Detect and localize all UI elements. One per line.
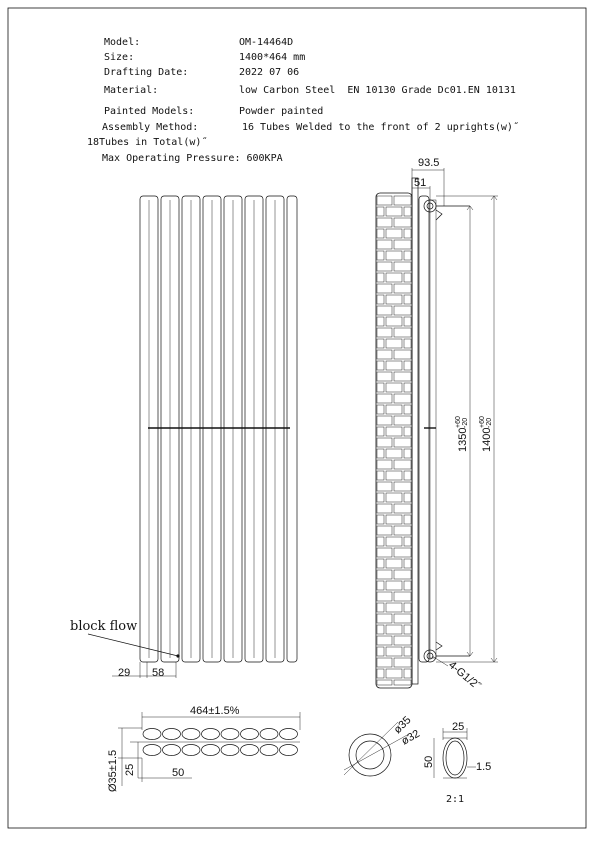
- assembly-method-label: Assembly Method:: [102, 122, 199, 133]
- wall-bracket: [412, 178, 418, 684]
- brick: [404, 229, 411, 238]
- plan-tube-section: [202, 745, 220, 756]
- brick: [377, 262, 392, 271]
- thread-label: 4-G1/2˝: [446, 659, 483, 693]
- brick: [377, 416, 392, 425]
- outer-circle: [349, 734, 391, 776]
- brick: [394, 614, 411, 623]
- brick: [386, 625, 402, 634]
- assembly-method-value: 16 Tubes Welded to the front of 2 uprights(w)˝: [242, 122, 519, 133]
- brick: [404, 207, 411, 216]
- height-1350-tol-lower: -20: [462, 417, 469, 428]
- brick: [386, 581, 402, 590]
- brick: [377, 669, 384, 678]
- plan-tube-section: [163, 729, 181, 740]
- brick: [394, 262, 411, 271]
- height-1400-tol-upper: +60: [479, 416, 486, 428]
- oval-outer: [443, 738, 467, 778]
- tube: [287, 196, 297, 662]
- plan-tube-section: [182, 745, 200, 756]
- brick: [394, 548, 411, 557]
- brick: [394, 680, 411, 685]
- brick: [404, 603, 411, 612]
- brick: [377, 196, 392, 205]
- brick: [377, 614, 392, 623]
- brick: [404, 273, 411, 282]
- block-flow-point: [176, 654, 179, 657]
- brick: [377, 295, 384, 304]
- brick: [377, 405, 384, 414]
- brick: [394, 592, 411, 601]
- brick: [377, 537, 384, 546]
- height-1400-tol-lower: -20: [486, 417, 493, 428]
- brick: [404, 669, 411, 678]
- size-value: 1400*464 mm: [239, 52, 306, 63]
- material-label: Material:: [104, 85, 159, 96]
- radiator-upright: [419, 196, 429, 662]
- brick: [394, 350, 411, 359]
- brick: [386, 603, 402, 612]
- brick: [404, 317, 411, 326]
- brick: [394, 416, 411, 425]
- plan-tube-section: [221, 745, 239, 756]
- brick: [377, 339, 384, 348]
- oval-1-5-label: 1.5: [476, 761, 492, 773]
- brick: [386, 317, 402, 326]
- model-label: Model:: [104, 37, 141, 48]
- brick: [404, 361, 411, 370]
- brick: [377, 207, 384, 216]
- painted-models-label: Painted Models:: [104, 106, 195, 117]
- brick: [377, 570, 392, 579]
- brick: [377, 460, 392, 469]
- brick: [377, 284, 392, 293]
- brick: [394, 658, 411, 667]
- width-51-label: 51: [414, 177, 427, 189]
- brick: [394, 504, 411, 513]
- brick: [404, 537, 411, 546]
- height-1350-tol-upper: +60: [455, 416, 462, 428]
- brick: [386, 339, 402, 348]
- height-1350-label: 1350: [457, 427, 469, 452]
- brick: [404, 625, 411, 634]
- plan-tube-section: [260, 729, 278, 740]
- brick: [394, 284, 411, 293]
- brick: [404, 559, 411, 568]
- brick: [377, 361, 384, 370]
- plan-tube-section: [260, 745, 278, 756]
- brick: [377, 636, 392, 645]
- brick: [377, 449, 384, 458]
- plan-tube-section: [221, 729, 239, 740]
- brick: [394, 460, 411, 469]
- brick: [377, 504, 392, 513]
- drafting-date-value: 2022 07 06: [239, 67, 300, 78]
- brick: [377, 273, 384, 282]
- brick: [404, 251, 411, 260]
- brick: [394, 306, 411, 315]
- inner-circle: [356, 741, 384, 769]
- brick: [377, 251, 384, 260]
- max-pressure-line: Max Operating Pressure: 600KPA: [102, 153, 283, 164]
- brick: [394, 570, 411, 579]
- plan-tube-section: [241, 729, 259, 740]
- brick: [394, 394, 411, 403]
- brick: [404, 647, 411, 656]
- brick: [394, 328, 411, 337]
- brick: [394, 636, 411, 645]
- plan-view: [107, 705, 300, 792]
- plan-tube-section: [163, 745, 181, 756]
- plan-tube-section: [241, 745, 259, 756]
- brick: [377, 218, 392, 227]
- plan-tube-section: [280, 745, 298, 756]
- material-value: low Carbon Steel EN 10130 Grade Dc01.EN 10131: [239, 85, 516, 96]
- brick: [386, 515, 402, 524]
- oval-section: [423, 721, 491, 778]
- brick-wall: [376, 193, 412, 688]
- brick: [404, 581, 411, 590]
- plan-tube-section: [143, 729, 161, 740]
- brick: [377, 427, 384, 436]
- brick: [386, 647, 402, 656]
- drafting-date-label: Drafting Date:: [104, 67, 189, 78]
- brick: [377, 526, 392, 535]
- brick: [377, 658, 392, 667]
- offset-58-label: 58: [152, 667, 165, 679]
- front-view: [70, 196, 297, 679]
- brick: [386, 229, 402, 238]
- brick: [377, 515, 384, 524]
- brick: [404, 339, 411, 348]
- brick: [394, 196, 411, 205]
- brick: [386, 405, 402, 414]
- brick: [404, 383, 411, 392]
- brick: [386, 669, 402, 678]
- brick: [377, 350, 392, 359]
- brick: [377, 328, 392, 337]
- brick: [394, 372, 411, 381]
- brick: [404, 405, 411, 414]
- brick: [377, 471, 384, 480]
- plan-tube-section: [182, 729, 200, 740]
- brick: [404, 295, 411, 304]
- tube-diameter-label: Ø35±1.5: [107, 749, 119, 792]
- brick: [394, 240, 411, 249]
- brick: [386, 251, 402, 260]
- front-tubes: [140, 196, 297, 662]
- spec-block: [87, 37, 519, 164]
- brick: [404, 515, 411, 524]
- brick: [386, 383, 402, 392]
- scale-label: 2:1: [446, 794, 465, 805]
- brick: [404, 449, 411, 458]
- tubes-total-line: 18Tubes in Total(w)˝: [87, 137, 208, 148]
- brick: [386, 471, 402, 480]
- side-view: [376, 157, 498, 693]
- brick: [377, 581, 384, 590]
- plan-dim-50-label: 50: [172, 767, 185, 779]
- height-1400-label: 1400: [481, 427, 493, 452]
- plan-tube-section: [280, 729, 298, 740]
- brick: [377, 548, 392, 557]
- size-label: Size:: [104, 52, 135, 63]
- plan-tube-section: [143, 745, 161, 756]
- brick: [386, 449, 402, 458]
- brick: [377, 592, 392, 601]
- brick: [377, 680, 392, 685]
- brick: [386, 361, 402, 370]
- model-value: OM-14464D: [239, 37, 294, 48]
- oval-inner: [446, 741, 464, 775]
- brick: [386, 273, 402, 282]
- front-inner-lines: [149, 200, 275, 658]
- brick: [386, 537, 402, 546]
- brick: [377, 482, 392, 491]
- brick: [377, 240, 392, 249]
- brick: [377, 647, 384, 656]
- brick: [394, 482, 411, 491]
- offset-29-label: 29: [118, 667, 131, 679]
- block-flow-label: block flow: [70, 619, 138, 634]
- brick: [394, 526, 411, 535]
- brick: [394, 438, 411, 447]
- brick: [386, 559, 402, 568]
- round-section: [344, 714, 422, 776]
- brick: [404, 471, 411, 480]
- brick: [386, 207, 402, 216]
- brick: [377, 372, 392, 381]
- brick: [394, 218, 411, 227]
- brick: [377, 625, 384, 634]
- brick: [377, 306, 392, 315]
- brick: [404, 493, 411, 502]
- brick: [377, 317, 384, 326]
- oval-25-label: 25: [452, 721, 465, 733]
- brick: [386, 427, 402, 436]
- brick: [377, 493, 384, 502]
- brick: [377, 559, 384, 568]
- width-93-5-label: 93.5: [418, 157, 440, 169]
- brick: [377, 603, 384, 612]
- brick: [386, 493, 402, 502]
- circle-32-label: ø32: [399, 727, 422, 748]
- brick: [377, 394, 392, 403]
- brick: [377, 229, 384, 238]
- brick: [377, 438, 392, 447]
- brick: [386, 295, 402, 304]
- oval-50-label: 50: [423, 755, 435, 768]
- painted-models-value: Powder painted: [239, 106, 324, 117]
- plan-dim-25-label: 25: [124, 763, 136, 776]
- brick: [404, 427, 411, 436]
- width-464-label: 464±1.5%: [190, 705, 240, 717]
- brick: [377, 383, 384, 392]
- circle-35-label: ø35: [391, 714, 414, 737]
- plan-tube-section: [202, 729, 220, 740]
